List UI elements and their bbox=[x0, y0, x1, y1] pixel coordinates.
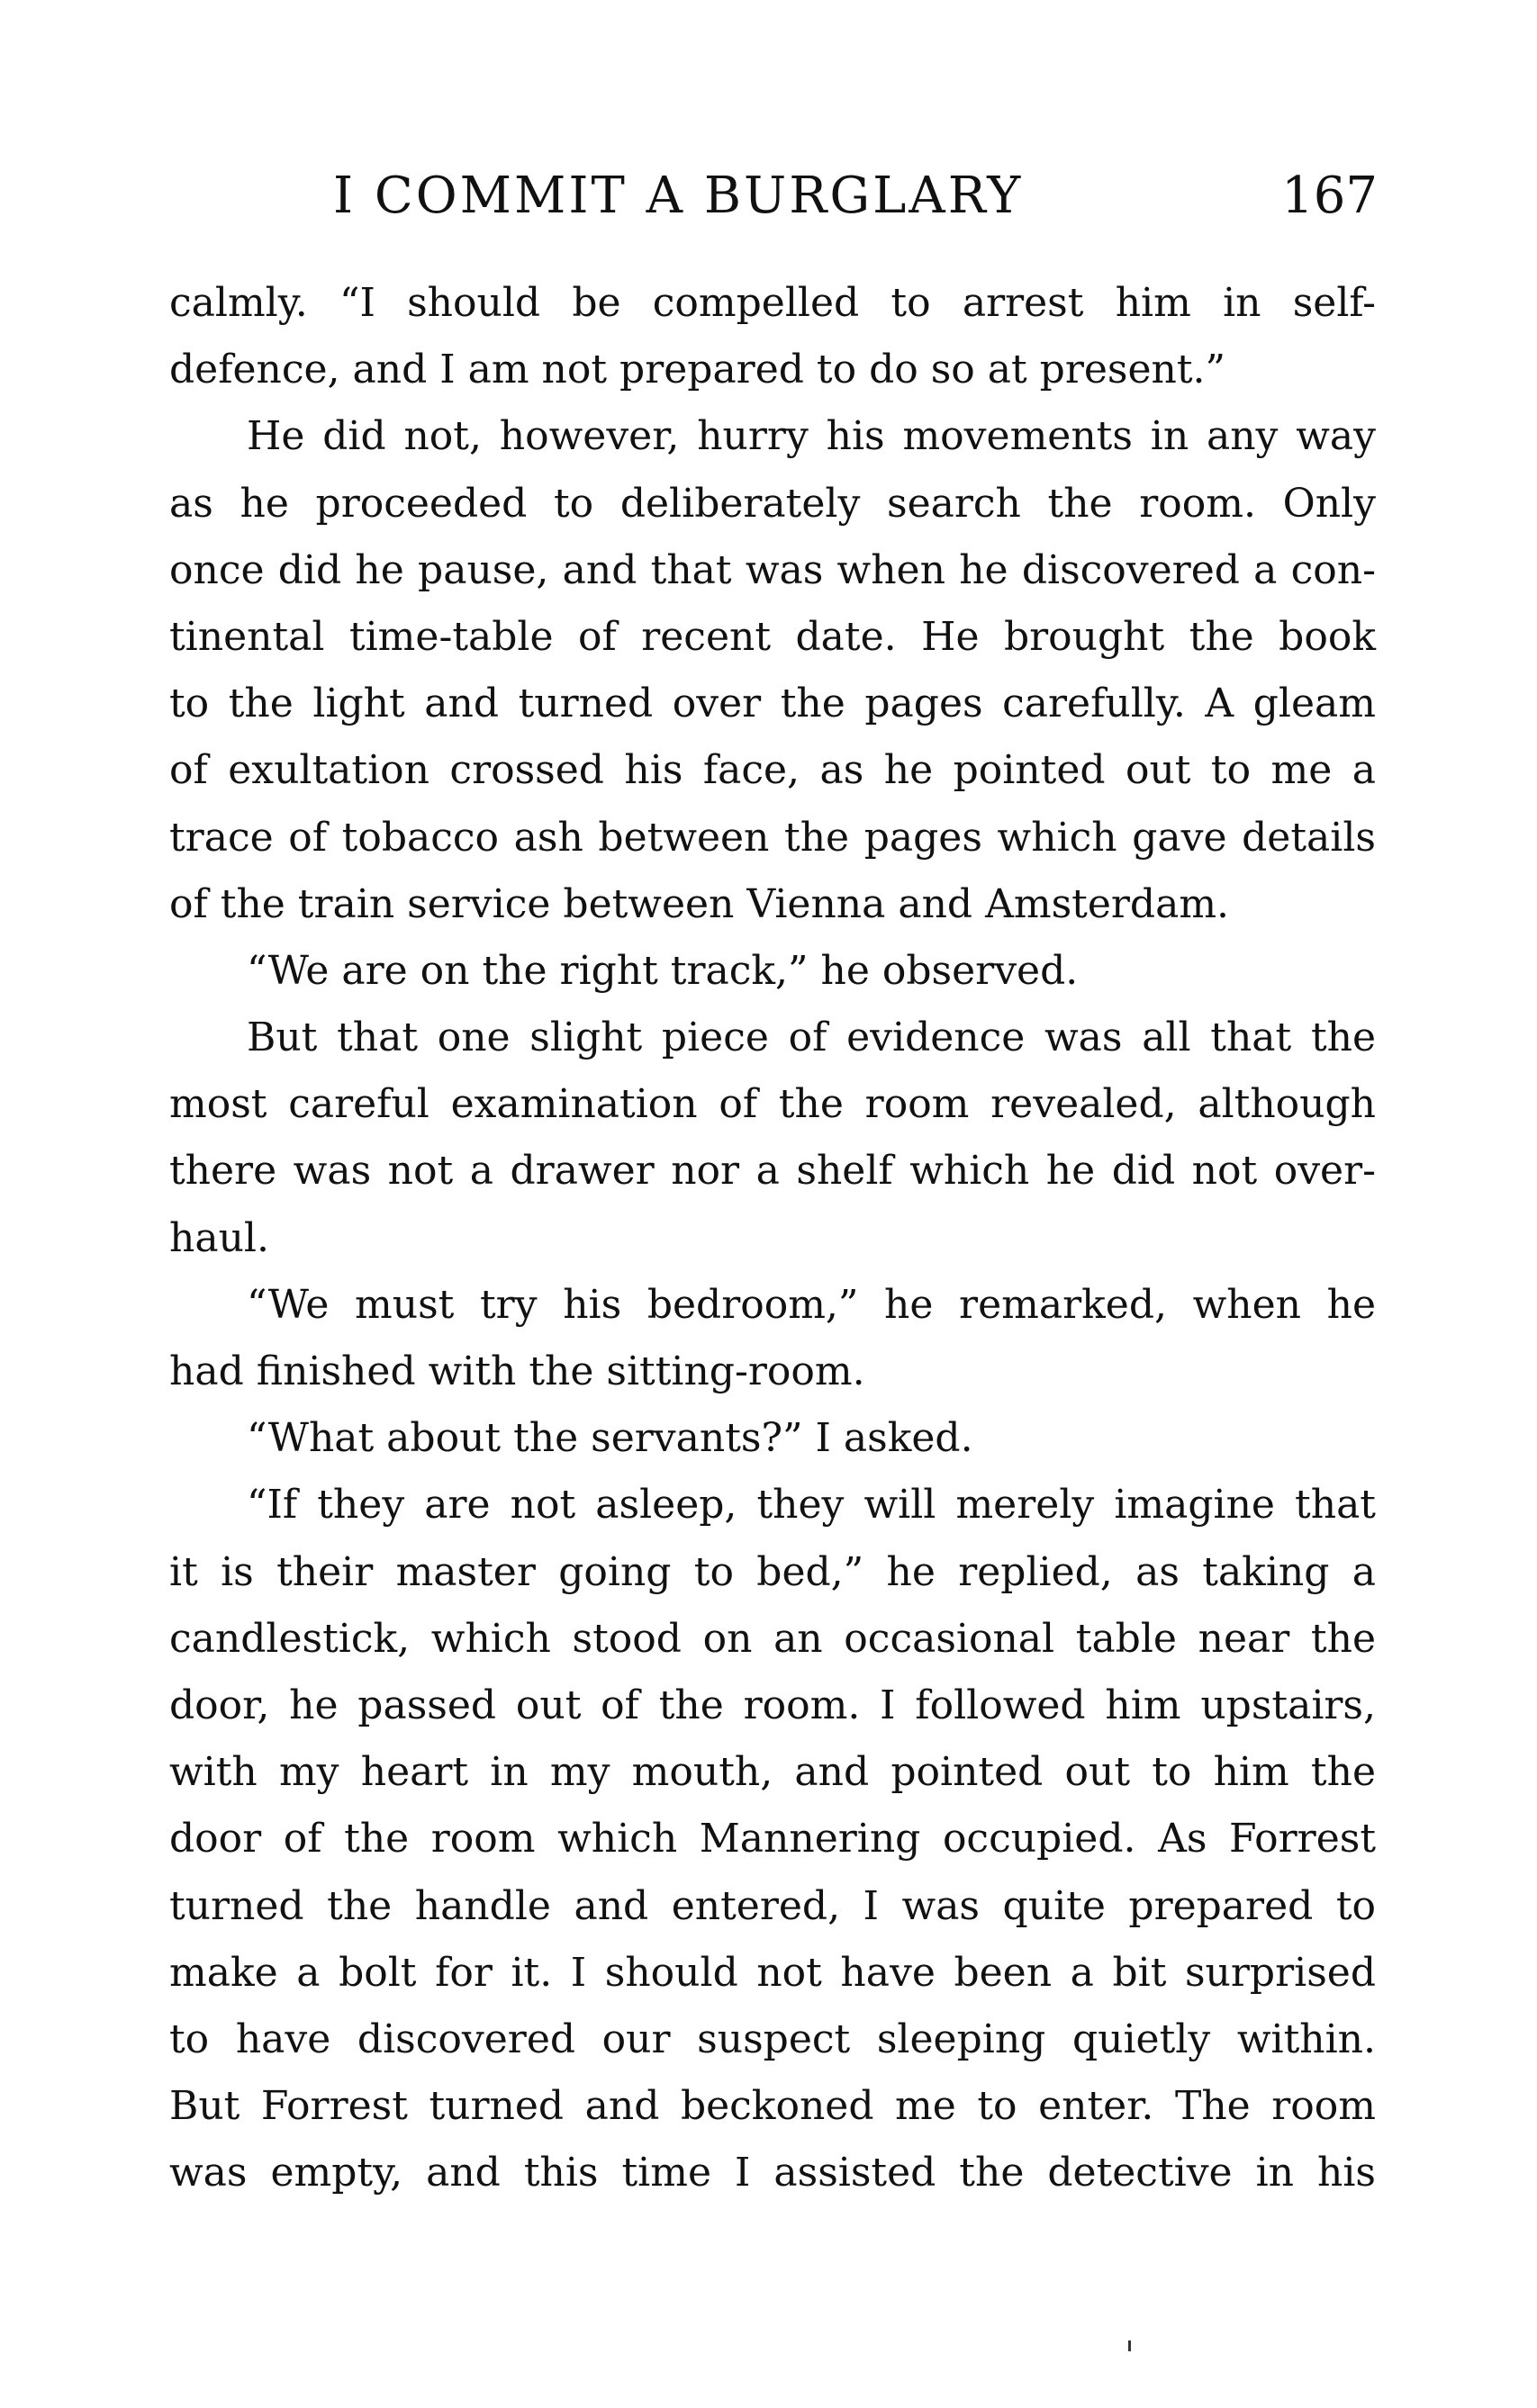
text-line bbox=[169, 1606, 1376, 1673]
text-line bbox=[169, 1539, 1376, 1606]
text-line-content: “What about the servants?” I asked. bbox=[247, 1415, 973, 1462]
page-header bbox=[333, 167, 1378, 230]
text-line bbox=[169, 604, 1376, 671]
text-line bbox=[169, 2007, 1376, 2073]
text-line-content: “We are on the right track,” he observed. bbox=[247, 947, 1079, 994]
text-line-content: turned the handle and entered, I was quite prepared to bbox=[169, 1882, 1376, 1929]
text-line-content: trace of tobacco ash between the pages which gave details bbox=[169, 814, 1376, 861]
text-line-content: make a bolt for it. I should not have been a bit surprised bbox=[169, 1949, 1376, 1996]
text-line bbox=[169, 938, 1376, 1005]
text-line bbox=[169, 1472, 1376, 1538]
text-line bbox=[169, 1272, 1376, 1339]
text-line-content: candlestick, which stood on an occasional table near the bbox=[169, 1615, 1376, 1662]
text-line bbox=[169, 1138, 1376, 1204]
text-line-content: “If they are not asleep, they will merely imagine that bbox=[247, 1482, 1376, 1529]
text-line-content: tinental time-table of recent date. He brought the book bbox=[169, 613, 1376, 660]
text-line-content: had finished with the sitting-room. bbox=[169, 1348, 865, 1394]
text-line-content: it is their master going to bed,” he replied, as taking a bbox=[169, 1548, 1376, 1595]
text-line-content: there was not a drawer nor a shelf which he did not over- bbox=[169, 1148, 1376, 1195]
text-line-content: defence, and I am not prepared to do so at present.” bbox=[169, 347, 1226, 393]
text-line bbox=[169, 737, 1376, 804]
text-line bbox=[169, 1806, 1376, 1872]
text-line-content: door of the room which Mannering occupied. As Forrest bbox=[169, 1816, 1376, 1862]
text-line bbox=[169, 1405, 1376, 1472]
text-line-content: most careful examination of the room revealed, although bbox=[169, 1081, 1376, 1128]
text-line bbox=[169, 1940, 1376, 2007]
text-line-content: of the train service between Vienna and Amsterdam. bbox=[169, 880, 1230, 927]
text-line bbox=[169, 471, 1376, 537]
text-line-content: But Forrest turned and beckoned me to enter. The room bbox=[169, 2083, 1376, 2130]
text-line bbox=[169, 1673, 1376, 1739]
text-line-content: as he proceeded to deliberately search the room. Only bbox=[169, 480, 1376, 527]
text-line bbox=[169, 871, 1376, 938]
page-number: 167 bbox=[1281, 167, 1378, 225]
text-line bbox=[169, 2140, 1376, 2206]
text-line-content: of exultation crossed his face, as he pointed out to me a bbox=[169, 747, 1376, 794]
text-line bbox=[169, 1873, 1376, 1940]
running-title: I COMMIT A BURGLARY bbox=[333, 167, 1024, 225]
text-line-content: haul. bbox=[169, 1214, 269, 1261]
text-line bbox=[169, 671, 1376, 737]
text-line bbox=[169, 1205, 1376, 1272]
text-line-content: “We must try his bedroom,” he remarked, when he bbox=[247, 1281, 1376, 1328]
text-line-content: He did not, however, hurry his movements in any way bbox=[247, 413, 1376, 460]
body-text bbox=[169, 270, 1376, 2206]
text-line-content: to the light and turned over the pages carefully. A gleam bbox=[169, 681, 1376, 727]
text-line bbox=[169, 2073, 1376, 2140]
text-line bbox=[169, 1739, 1376, 1806]
text-line bbox=[169, 1071, 1376, 1138]
text-line bbox=[169, 403, 1376, 470]
text-line-content: with my heart in my mouth, and pointed out to him the bbox=[169, 1749, 1376, 1796]
text-line bbox=[169, 1339, 1376, 1405]
text-line bbox=[169, 270, 1376, 337]
text-line-content: calmly. “I should be compelled to arrest him in self- bbox=[169, 280, 1376, 326]
text-line bbox=[169, 805, 1376, 871]
text-line-content: to have discovered our suspect sleeping quietly within. bbox=[169, 2016, 1376, 2062]
text-line-content: once did he pause, and that was when he discovered a con- bbox=[169, 546, 1376, 593]
text-line bbox=[169, 537, 1376, 604]
text-line bbox=[169, 337, 1376, 403]
text-line-content: But that one slight piece of evidence was all that the bbox=[247, 1015, 1376, 1061]
print-mark bbox=[1128, 2340, 1131, 2351]
text-line-content: was empty, and this time I assisted the detective in his bbox=[169, 2150, 1376, 2196]
text-line-content: door, he passed out of the room. I followed him upstairs, bbox=[169, 1682, 1376, 1728]
text-line bbox=[169, 1005, 1376, 1071]
